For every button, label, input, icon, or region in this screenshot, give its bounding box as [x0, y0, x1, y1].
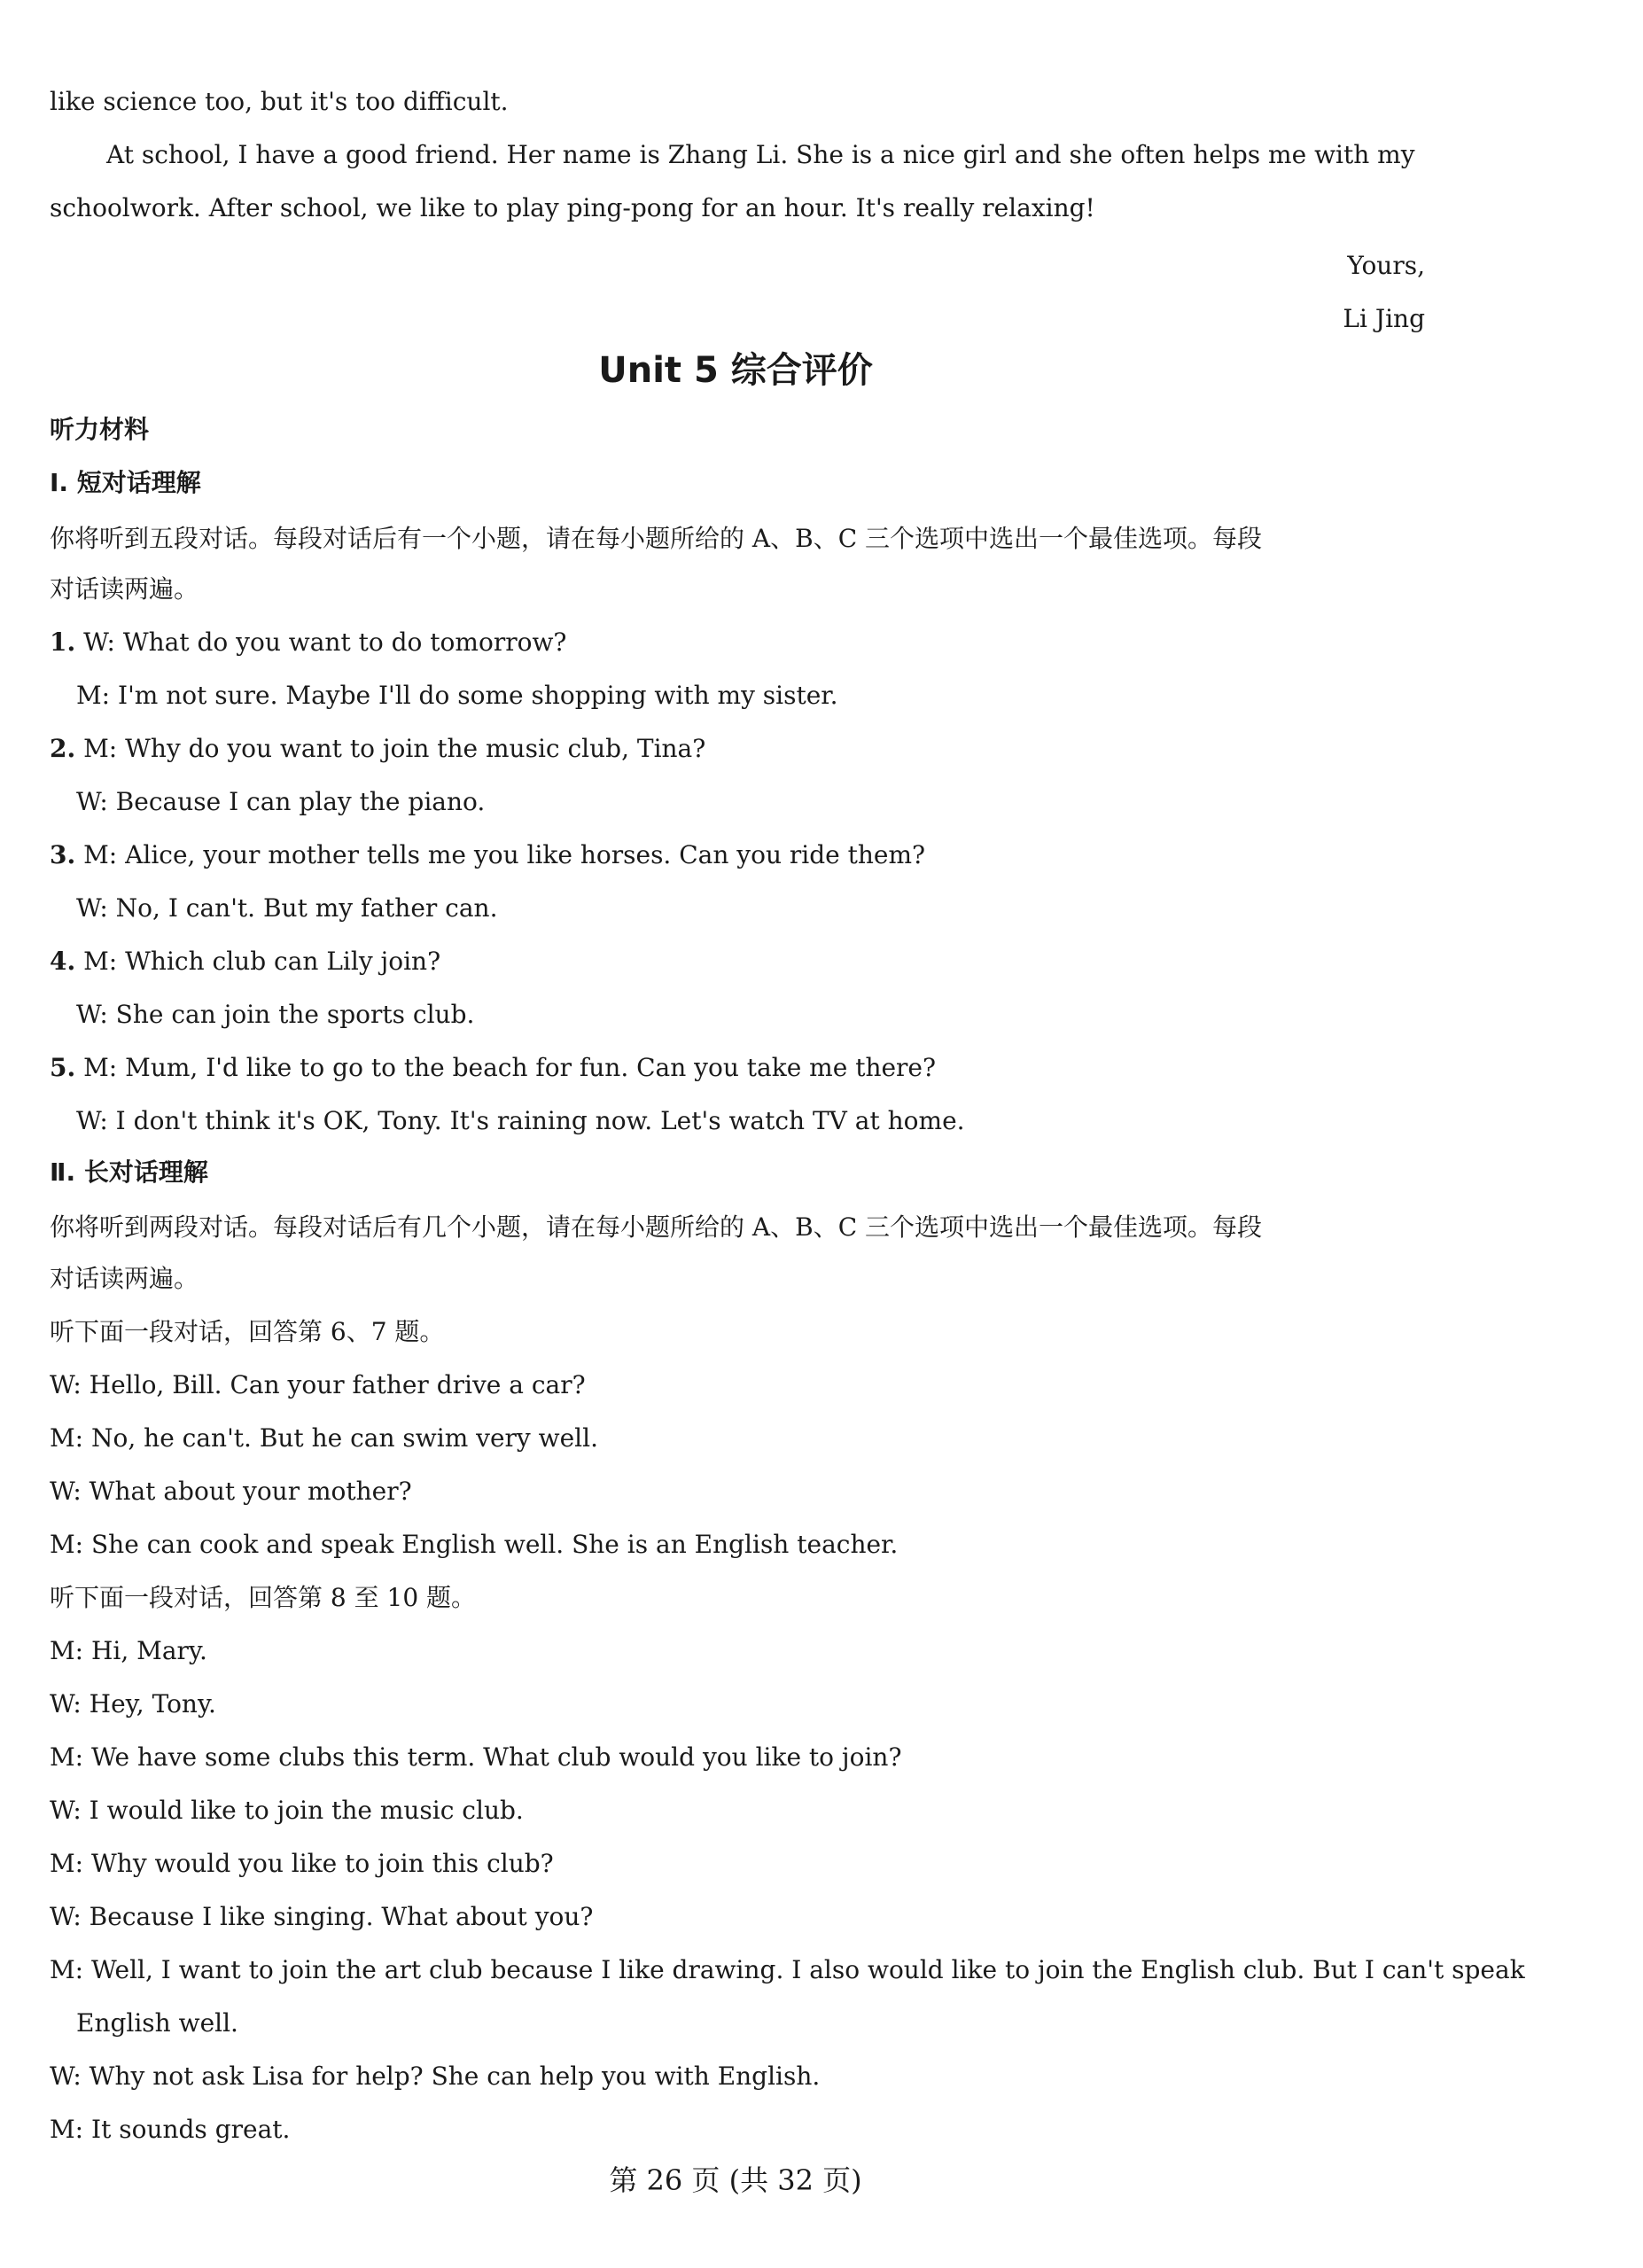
question-number: 4. — [50, 947, 76, 976]
dialog-line: W: What do you want to do tomorrow? — [83, 627, 567, 657]
dialog-line: W: Hey, Tony. — [50, 1689, 216, 1719]
part1-heading: Ⅰ. 短对话理解 — [50, 468, 201, 497]
part2-heading: Ⅱ. 长对话理解 — [50, 1157, 208, 1187]
question-number: 3. — [50, 840, 76, 869]
dialog-line: M: Which club can Lily join? — [83, 947, 441, 976]
dialog-line: W: What about your mother? — [50, 1477, 412, 1506]
dialog-line: M: Mum, I'd like to go to the beach for fun. Can you take me there? — [83, 1053, 937, 1082]
question-line — [50, 1050, 936, 1086]
dialog-line: W: Because I like singing. What about you? — [50, 1902, 594, 1931]
page-number: 第 26 页 (共 32 页) — [609, 2163, 862, 2197]
letter-closing: Yours, — [1347, 251, 1425, 280]
unit-title: Unit 5 综合评价 — [598, 350, 873, 391]
question-number: 5. — [50, 1053, 76, 1082]
part2-instruction: 对话读两遍。 — [50, 1264, 199, 1293]
question-line — [50, 944, 440, 979]
dialog-line: M: Hi, Mary. — [50, 1636, 207, 1665]
dialog-line: M: She can cook and speak English well. She is an English teacher. — [50, 1530, 899, 1559]
part1-instruction: 对话读两遍。 — [50, 574, 199, 604]
dialog-line: M: Alice, your mother tells me you like horses. Can you ride them? — [83, 840, 926, 869]
letter-text-line: At school, I have a good friend. Her name is Zhang Li. She is a nice girl and she often helps me with my — [106, 140, 1415, 169]
dialog-line: M: It sounds great. — [50, 2115, 291, 2144]
dialog-line: W: Why not ask Lisa for help? She can help you with English. — [50, 2061, 821, 2091]
question-line — [50, 625, 566, 660]
dialog-line: M: Why do you want to join the music club, Tina? — [83, 734, 706, 763]
question-number: 2. — [50, 734, 76, 763]
dialog-line: M: Well, I want to join the art club because I like drawing. I also would like to join the English club. But I can't speak — [50, 1955, 1525, 1984]
letter-text-line: like science too, but it's too difficult. — [50, 87, 509, 116]
dialog-line: M: Why would you like to join this club? — [50, 1849, 554, 1878]
dialog-line: W: No, I can't. But my father can. — [76, 893, 498, 923]
dialog-line: W: I don't think it's OK, Tony. It's raining now. Let's watch TV at home. — [76, 1106, 965, 1135]
dialog-line: M: I'm not sure. Maybe I'll do some shopping with my sister. — [76, 681, 838, 710]
letter-signature: Li Jing — [1343, 304, 1425, 333]
dialog-line: M: No, he can't. But he can swim very well. — [50, 1423, 598, 1453]
dialog-line: W: She can join the sports club. — [76, 1000, 475, 1029]
question-number: 1. — [50, 627, 76, 657]
dialog-line: W: I would like to join the music club. — [50, 1796, 524, 1825]
dialog-intro: 听下面一段对话，回答第 6、7 题。 — [50, 1317, 445, 1346]
question-line — [50, 731, 705, 767]
dialog-line: English well. — [76, 2008, 238, 2038]
section-heading: 听力材料 — [50, 415, 150, 444]
dialog-intro: 听下面一段对话，回答第 8 至 10 题。 — [50, 1583, 477, 1612]
dialog-line: W: Hello, Bill. Can your father drive a car? — [50, 1370, 586, 1399]
dialog-line: M: We have some clubs this term. What club would you like to join? — [50, 1742, 902, 1772]
part1-instruction: 你将听到五段对话。每段对话后有一个小题，请在每小题所给的 A、B、C 三个选项中选出一个最佳选项。每段 — [50, 524, 1263, 553]
dialog-line: W: Because I can play the piano. — [76, 787, 486, 816]
question-line — [50, 838, 925, 873]
part2-instruction: 你将听到两段对话。每段对话后有几个小题，请在每小题所给的 A、B、C 三个选项中选出一个最佳选项。每段 — [50, 1212, 1263, 1242]
letter-text-line: schoolwork. After school, we like to play ping-pong for an hour. It's really relaxing! — [50, 193, 1095, 222]
